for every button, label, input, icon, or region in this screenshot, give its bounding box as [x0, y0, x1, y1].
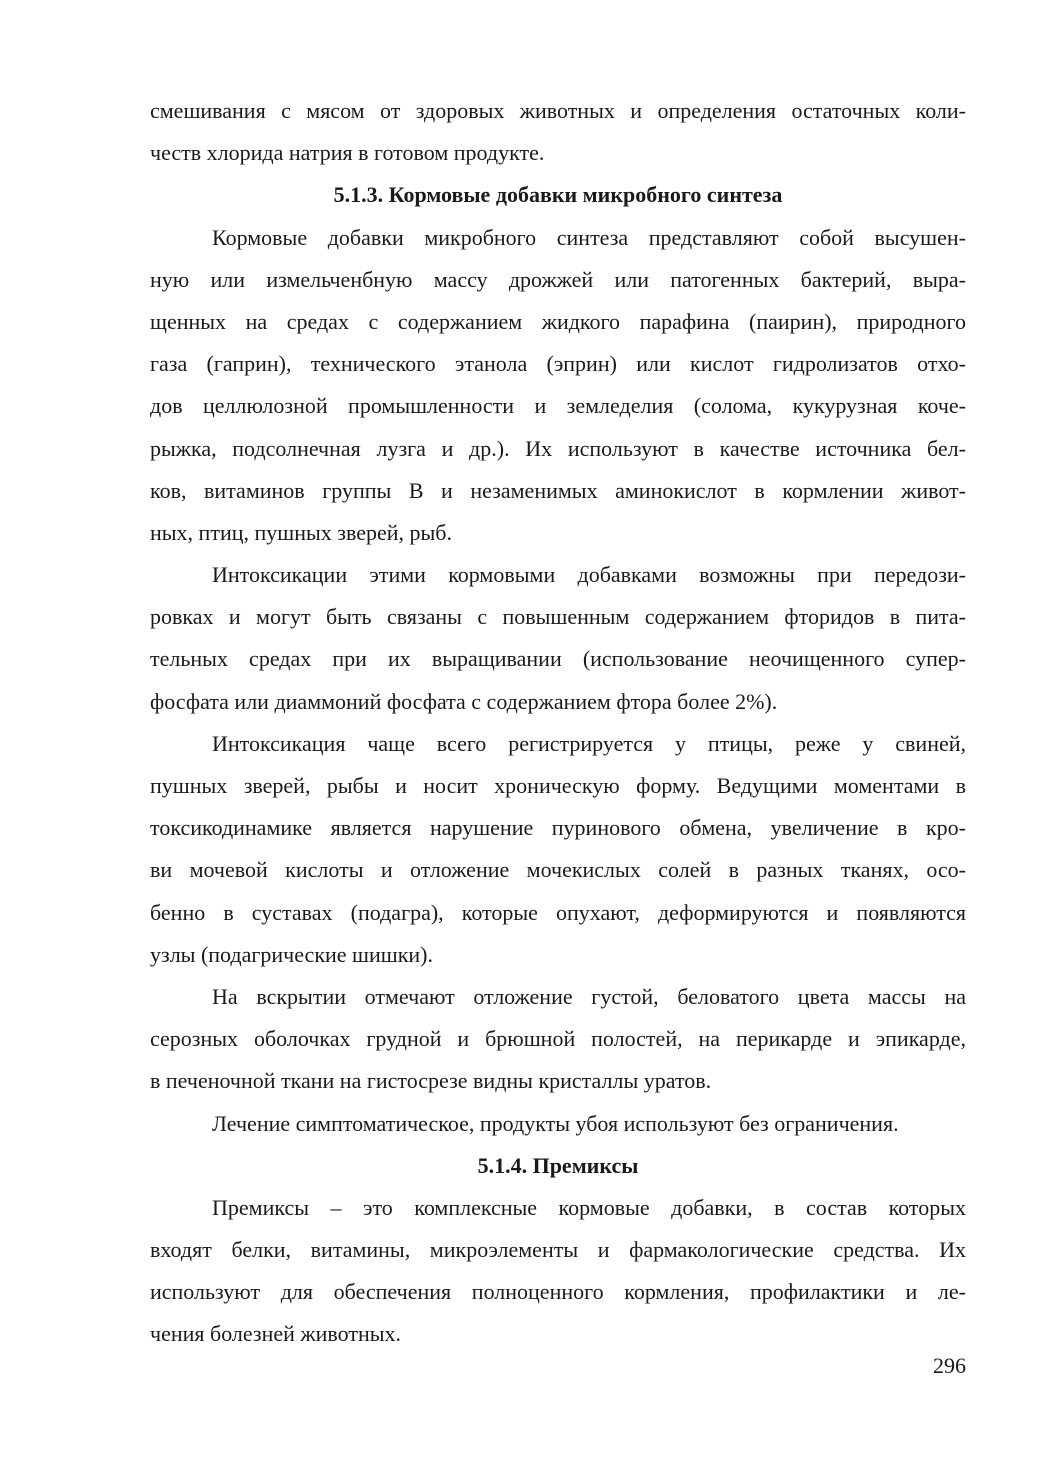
text-line: Кормовые добавки микробного синтеза представляют собой высушен- [212, 224, 966, 250]
text-line: Лечение симптоматическое, продукты убоя используют без ограничения. [212, 1110, 899, 1136]
page-number: 296 [933, 1353, 966, 1378]
text-line: Интоксикация чаще всего регистрируется у птицы, реже у свиней, [212, 730, 966, 756]
text-line: узлы (подагрические шишки). [150, 941, 433, 967]
text-line: фосфата или диаммоний фосфата с содержанием фтора более 2%). [150, 688, 778, 714]
text-line: токсикодинамике является нарушение пуринового обмена, увеличение в кро- [150, 815, 966, 841]
text-line: пушных зверей, рыбы и носит хроническую форму. Ведущими моментами в [150, 773, 966, 798]
text-line: ви мочевой кислоты и отложение мочекислых солей в разных тканях, осо- [150, 857, 966, 883]
section-heading: 5.1.3. Кормовые добавки микробного синтеза [333, 182, 783, 208]
text-line: серозных оболочках грудной и брюшной полостей, на перикарде и эпикарде, [150, 1026, 966, 1052]
text-line: смешивания с мясом от здоровых животных и определения остаточных коли- [150, 98, 966, 123]
text-line: бенно в суставах (подагра), которые опухают, деформируются и появляются [150, 899, 966, 925]
text-line: Премиксы – это комплексные кормовые добавки, в состав которых [212, 1194, 966, 1220]
section-heading: 5.1.4. Премиксы [477, 1152, 639, 1178]
text-line: ков, витаминов группы В и незаменимых аминокислот в кормлении живот- [150, 477, 966, 503]
text-line: тельных средах при их выращивании (использование неочищенного супер- [150, 646, 966, 672]
text-line: в печеночной ткани на гистосрезе видны кристаллы уратов. [150, 1068, 712, 1094]
text-line: Интоксикации этими кормовыми добавками возможны при передози- [212, 562, 966, 588]
text-line: ную или измельченбную массу дрожжей или патогенных бактерий, выра- [150, 266, 966, 292]
text-line: На вскрытии отмечают отложение густой, беловатого цвета массы на [212, 983, 966, 1009]
text-line: входят белки, витамины, микроэлементы и фармакологические средства. Их [150, 1237, 966, 1263]
document-page [150, 90, 966, 1356]
text-line: дов целлюлозной промышленности и земледелия (солома, кукурузная коче- [150, 393, 966, 419]
text-line: щенных на средах с содержанием жидкого парафина (паирин), природного [150, 308, 966, 334]
text-line: ровках и могут быть связаны с повышенным содержанием фторидов в пита- [150, 604, 966, 630]
text-line: рыжка, подсолнечная лузга и др.). Их используют в качестве источника бел- [150, 435, 966, 461]
text-line: чения болезней животных. [150, 1321, 402, 1347]
text-line: газа (гаприн), технического этанола (эприн) или кислот гидролизатов отхо- [150, 351, 966, 377]
text-line: используют для обеспечения полноценного кормления, профилактики и ле- [150, 1279, 966, 1305]
text-line: ных, птиц, пушных зверей, рыб. [150, 519, 452, 545]
text-line: честв хлорида натрия в готовом продукте. [150, 140, 545, 166]
